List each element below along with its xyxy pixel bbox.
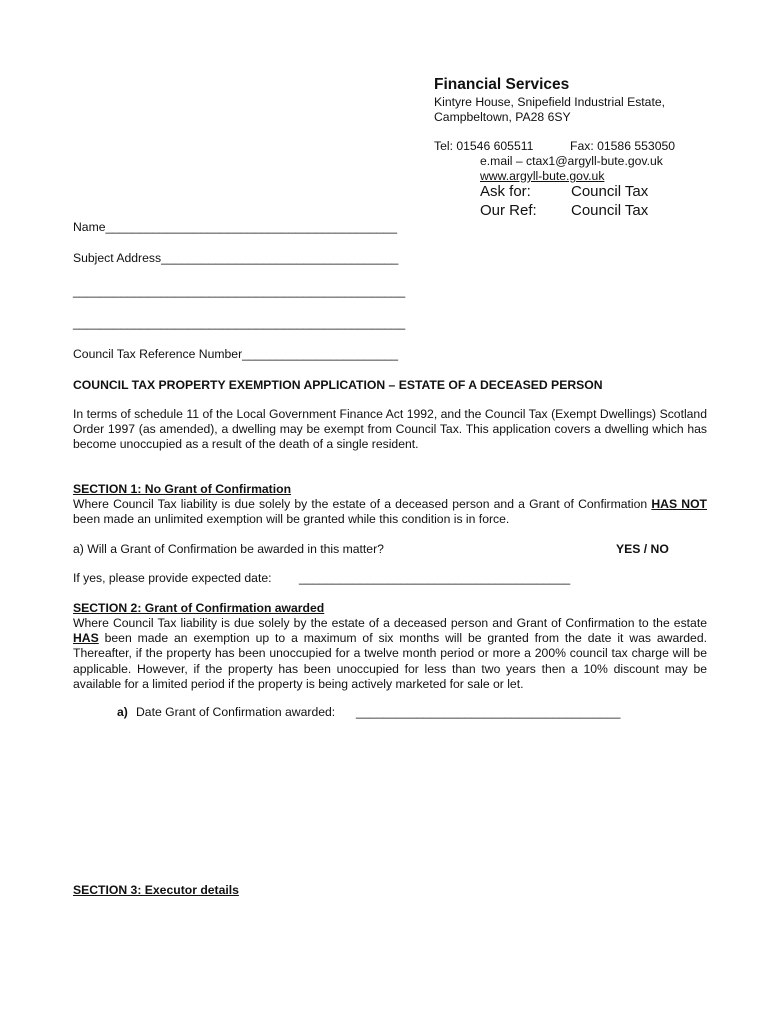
fax: Fax: 01586 553050 xyxy=(570,139,676,153)
grant-question: a) Will a Grant of Confirmation be awarded in this matter? xyxy=(73,542,384,556)
intro-paragraph: In terms of schedule 11 of the Local Government Finance Act 1992, and the Council Tax (Exempt Dwellings) Scotland Order 1997 (as amended), a dwelling may be exempt from Council Tax. This application covers a dwelling which has become unoccupied as a result of the death of a single resident. xyxy=(73,407,707,452)
section-2-text xyxy=(73,616,707,692)
address-line-2: Campbeltown, PA28 6SY xyxy=(434,110,571,124)
reference-number-field[interactable]: Council Tax Reference Number_______________________ xyxy=(73,347,399,361)
section-2-text-before: Where Council Tax liability is due solely by the estate of a deceased person and Grant of Confirmation to the estate xyxy=(73,616,707,630)
address-line-1: Kintyre House, Snipefield Industrial Estate, xyxy=(434,95,666,109)
address-line-3-field[interactable]: _________________________________________________ xyxy=(73,316,406,330)
yes-no-answer[interactable]: YES / NO xyxy=(616,542,669,556)
ask-for-value: Council Tax xyxy=(571,183,649,200)
section-2-text-after: been made an exemption up to a maximum of six months will be granted from the date it was awarded. Thereafter, if the property has been unoccupied for a twelve month period or more a 200% council tax charge will be applicable. However, if the property has been unoccupied for less than two years then a 10% discount may be available for a limited period if the property is being actively marketed for sale or let. xyxy=(73,631,707,691)
section-1-heading: SECTION 1: No Grant of Confirmation xyxy=(73,482,292,496)
section-3-heading: SECTION 3: Executor details xyxy=(73,883,239,897)
expected-date-label: If yes, please provide expected date: xyxy=(73,571,272,585)
section-1-emphasis: HAS NOT xyxy=(651,497,708,511)
ask-for-label: Ask for: xyxy=(480,183,531,200)
subject-address-field[interactable]: Subject Address___________________________________ xyxy=(73,251,399,265)
telephone: Tel: 01546 605511 xyxy=(434,139,534,153)
website-link[interactable]: www.argyll-bute.gov.uk xyxy=(480,169,605,183)
section-2-heading: SECTION 2: Grant of Confirmation awarded xyxy=(73,601,325,615)
grant-date-label: Date Grant of Confirmation awarded: xyxy=(136,705,336,719)
email[interactable]: e.mail – ctax1@argyll-bute.gov.uk xyxy=(480,154,663,168)
section-1-text-after: been made an unlimited exemption will be granted while this condition is in force. xyxy=(73,512,510,527)
name-field[interactable]: Name___________________________________________ xyxy=(73,220,397,234)
our-ref-label: Our Ref: xyxy=(480,202,537,219)
section-2-emphasis: HAS xyxy=(73,631,99,646)
section-1-text-before: Where Council Tax liability is due solely by the estate of a deceased person and a Grant of Confirmation xyxy=(73,497,652,511)
section-1-text xyxy=(73,497,707,527)
grant-date-field[interactable]: _______________________________________ xyxy=(356,705,621,719)
expected-date-field[interactable]: ________________________________________ xyxy=(299,571,571,585)
section-2-item-marker: a) xyxy=(117,705,128,719)
document-title: COUNCIL TAX PROPERTY EXEMPTION APPLICATION – ESTATE OF A DECEASED PERSON xyxy=(73,378,603,392)
address-line-2-field[interactable]: _________________________________________________ xyxy=(73,284,406,298)
our-ref-value: Council Tax xyxy=(571,202,649,219)
org-title: Financial Services xyxy=(434,76,570,93)
